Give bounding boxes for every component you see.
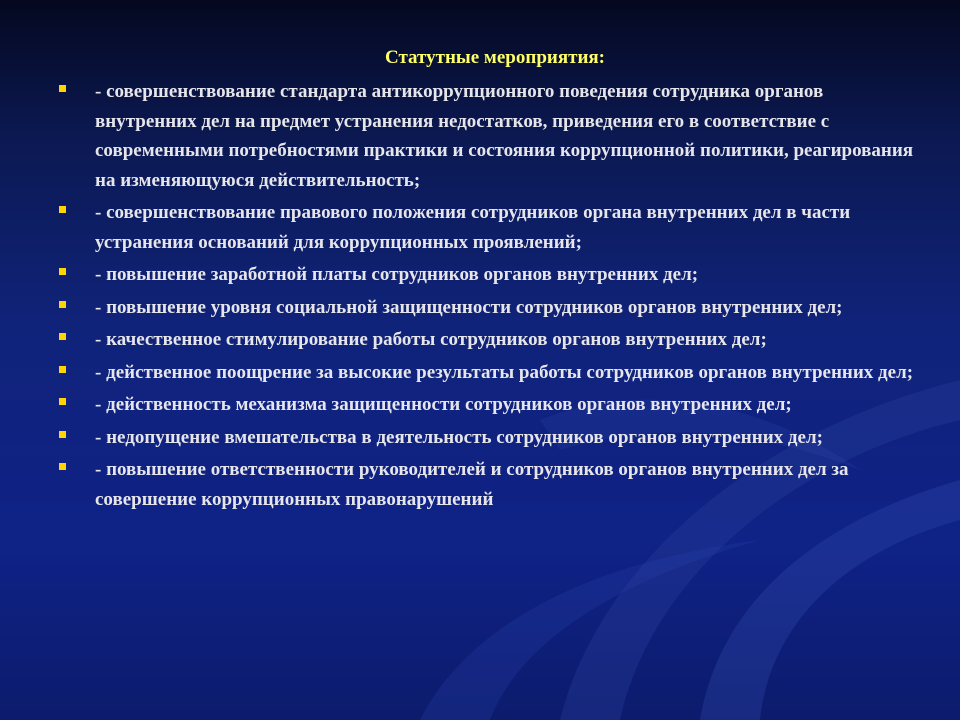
- list-item-text: - повышение заработной платы сотрудников органов внутренних дел;: [95, 264, 699, 285]
- list-item: [59, 390, 929, 420]
- list-item: [59, 325, 929, 355]
- list-item-text: - действенное поощрение за высокие результаты работы сотрудников органов внутренних дел;: [95, 361, 914, 383]
- list-item-text: - повышение ответственности руководителей и сотрудников органов внутренних дел за совершение коррупционных правонарушений: [95, 459, 849, 510]
- square-bullet-icon: [59, 463, 66, 470]
- square-bullet-icon: [59, 366, 66, 373]
- square-bullet-icon: [59, 268, 66, 275]
- list-item: [59, 198, 929, 257]
- list-item: [59, 455, 929, 514]
- list-item-text: - совершенствование правового положения сотрудников органа внутренних дел в части устранения оснований для коррупционных проявлений;: [95, 202, 851, 253]
- square-bullet-icon: [59, 398, 66, 405]
- square-bullet-icon: [59, 333, 66, 340]
- slide-heading: Статутные мероприятия:: [385, 47, 605, 68]
- list-item-text: - действенность механизма защищенности сотрудников органов внутренних дел;: [95, 394, 792, 415]
- square-bullet-icon: [59, 301, 66, 308]
- square-bullet-icon: [59, 431, 66, 438]
- list-item-text: - качественное стимулирование работы сотрудников органов внутренних дел;: [95, 329, 767, 350]
- list-item-text: - повышение уровня социальной защищенности сотрудников органов внутренних дел;: [95, 296, 843, 318]
- list-item-text: - совершенствование стандарта антикоррупционного поведения сотрудника органов внутренних дел на предмет устранения недостатков, приведения его в соответствие с современными потребностями практики и состояния коррупционной политики, реагирования на изменяющуюся действительность;: [95, 81, 914, 191]
- list-item: [59, 423, 929, 453]
- list-item: [59, 260, 929, 290]
- list-item: [59, 77, 929, 195]
- list-item: [59, 358, 929, 388]
- list-item-text: - недопущение вмешательства в деятельность сотрудников органов внутренних дел;: [95, 426, 823, 448]
- square-bullet-icon: [59, 85, 66, 92]
- list-item: [59, 293, 929, 323]
- square-bullet-icon: [59, 206, 66, 213]
- bullet-list: [59, 77, 929, 517]
